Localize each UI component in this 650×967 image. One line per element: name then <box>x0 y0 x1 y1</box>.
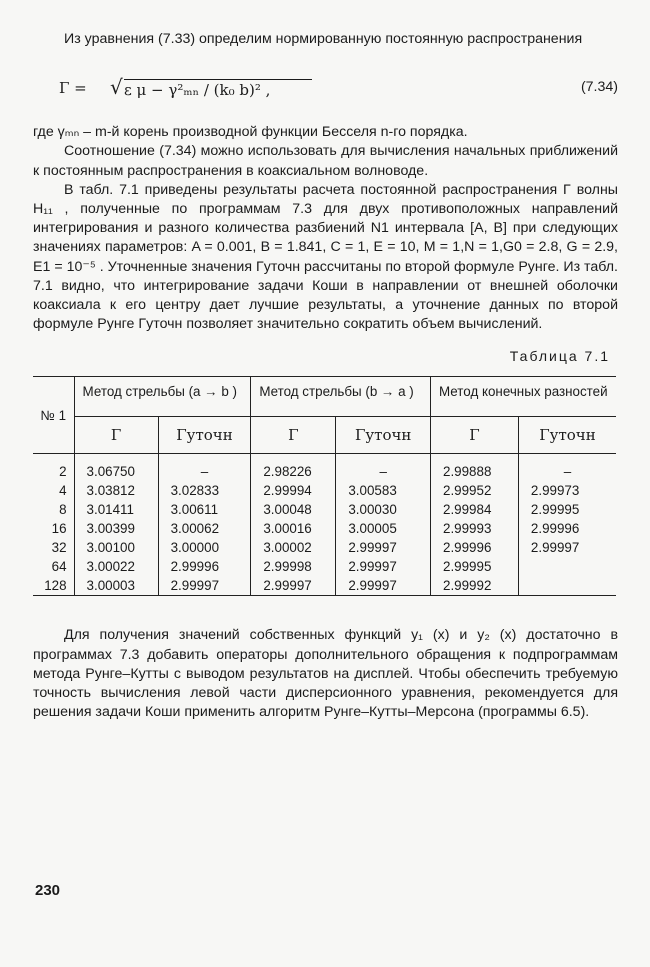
cell: 3.00399 <box>74 519 158 538</box>
cell: 2.99997 <box>158 576 251 596</box>
cell: 2.99996 <box>158 557 251 576</box>
table-row <box>33 500 616 519</box>
results-table <box>33 376 616 596</box>
subheader-gamma: Γ <box>431 417 519 454</box>
cell: 2.99996 <box>431 538 519 557</box>
subheader-gamma: Γ <box>74 417 158 454</box>
cell: 3.00022 <box>74 557 158 576</box>
cell: 2.99995 <box>518 500 616 519</box>
row-n: 2 <box>59 464 67 480</box>
cell: 2.98226 <box>251 454 336 482</box>
table-row <box>33 576 616 596</box>
cell: 2.99984 <box>431 500 519 519</box>
formula-radicand: ε μ − γ²ₘₙ / (k₀ b)² , <box>124 79 312 99</box>
page-number: 230 <box>35 882 61 899</box>
subheader-gamma: Γ <box>251 417 336 454</box>
cell: 2.99973 <box>518 481 616 500</box>
cell: 3.01411 <box>74 500 158 519</box>
cell: 3.03812 <box>74 481 158 500</box>
paragraph-eigenfunctions: Для получения значений собственных функций y₁ (x) и y₂ (x) достаточно в программах 7.3 добавить операторы дополнительного обращения к подпрограммам метода Рунге–Кутты с выводом результатов на дисплей. Чтобы обеспечить требуемую точность вычисления левой части дисперсионного уравнения, рекомендуется для решения задачи Коши применить алгоритм Рунге–Кутты–Мерсона (программы 6.5). <box>33 627 618 721</box>
page-body <box>33 30 618 722</box>
row-n: 64 <box>51 559 67 575</box>
cell: 3.00100 <box>74 538 158 557</box>
cell: 3.00062 <box>158 519 251 538</box>
cell: 3.00611 <box>158 500 251 519</box>
cell: 2.99996 <box>518 519 616 538</box>
table-row <box>33 454 616 482</box>
row-n: 16 <box>51 521 67 537</box>
sqrt-sign: √ <box>110 75 123 100</box>
equation-number: (7.34) <box>580 79 618 96</box>
cell: 2.99888 <box>431 454 519 482</box>
cell: 2.99997 <box>518 538 616 557</box>
paragraph-bessel-root: где γₘₙ – m-й корень производной функции Бесселя n-го порядка. <box>33 124 468 141</box>
group-header-finite-diff: Метод конечных разностей <box>431 377 617 417</box>
cell: 3.00000 <box>158 538 251 557</box>
table-row <box>33 481 616 500</box>
row-number-header: № 1 <box>40 407 67 423</box>
intro-paragraph: Из уравнения (7.33) определим нормированную постоянную распространения <box>64 31 583 47</box>
table-row <box>33 557 616 576</box>
cell: 2.99952 <box>431 481 519 500</box>
cell: 3.00030 <box>336 500 431 519</box>
paragraph-relation: Соотношение (7.34) можно использовать для вычисления начальных приближений к постоянным распространения в коаксиальном волноводе. <box>33 143 618 179</box>
cell: – <box>158 454 251 482</box>
row-n: 32 <box>51 540 67 556</box>
cell: 3.06750 <box>74 454 158 482</box>
formula-lhs: Γ = <box>59 79 87 98</box>
cell: 3.00002 <box>251 538 336 557</box>
cell: 3.00003 <box>74 576 158 596</box>
row-n: 128 <box>44 578 67 594</box>
table-row <box>33 519 616 538</box>
table-caption: Таблица 7.1 <box>509 348 610 365</box>
cell <box>518 576 616 596</box>
cell: 2.99997 <box>336 576 431 596</box>
group-header-shooting-ab: Метод стрельбы (a → b ) <box>74 377 251 417</box>
group-header-shooting-ba: Метод стрельбы (b → a ) <box>251 377 431 417</box>
cell: 2.99997 <box>336 538 431 557</box>
cell: 3.02833 <box>158 481 251 500</box>
cell <box>518 557 616 576</box>
cell: – <box>336 454 431 482</box>
cell: 3.00048 <box>251 500 336 519</box>
cell: 2.99995 <box>431 557 519 576</box>
formula-7-34 <box>33 71 618 107</box>
row-n: 4 <box>59 483 67 499</box>
cell: 2.99998 <box>251 557 336 576</box>
cell: 2.99993 <box>431 519 519 538</box>
cell: – <box>518 454 616 482</box>
cell: 2.99997 <box>336 557 431 576</box>
cell: 2.99992 <box>431 576 519 596</box>
cell: 3.00016 <box>251 519 336 538</box>
subheader-gamma-refined: Γуточн <box>158 417 251 454</box>
cell: 2.99997 <box>251 576 336 596</box>
row-n: 8 <box>59 502 67 518</box>
cell: 3.00005 <box>336 519 431 538</box>
table-row <box>33 538 616 557</box>
cell: 2.99994 <box>251 481 336 500</box>
subheader-gamma-refined: Γуточн <box>336 417 431 454</box>
cell: 3.00583 <box>336 481 431 500</box>
paragraph-table-description: В табл. 7.1 приведены результаты расчета постоянной распространения Γ волны H₁₁ , полученные по программам 7.3 для двух противоположных направлений интегрирования и разного количества разбиений N1 интервала [A, B] при следующих значениях параметров: A = 0.001, B = 1.841, C = 1, E = 10, M = 1,N = 1,G0 = 2.8, G = 2.9, E1 = 10⁻⁵ . Уточненные значения Γуточн рассчитаны по второй формуле Рунге. Из табл. 7.1 видно, что интегрирование задачи Коши в направлении от внешней оболочки коаксиала к его центру дает лучшие результаты, а уточнение данных по второй формуле Рунге Γуточн позволяет значительно сократить объем вычислений. <box>33 181 618 333</box>
subheader-gamma-refined: Γуточн <box>518 417 616 454</box>
